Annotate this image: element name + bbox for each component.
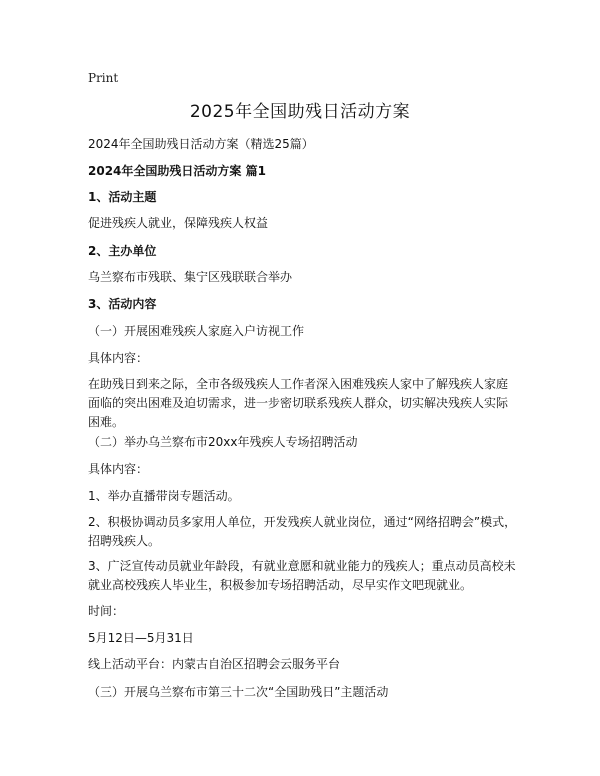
subtitle: 2024年全国助残日活动方案（精选25篇） bbox=[88, 137, 314, 151]
time-value: 5月12日—5月31日 bbox=[88, 631, 194, 645]
sub-item-three: 3、广泛宣传动员就业年龄段，有就业意愿和就业能力的残疾人；重点动员高校未就业高校残疾人毕业生，积极参加专场招聘活动，尽早实作文吧现就业。 bbox=[88, 559, 516, 592]
print-label[interactable]: Print bbox=[88, 71, 119, 85]
item-three: （三）开展乌兰察布市第三十二次“全国助残日”主题活动 bbox=[88, 685, 389, 699]
item-two: （二）举办乌兰察布市20xx年残疾人专场招聘活动 bbox=[88, 435, 358, 449]
sub-item-one: 1、举办直播带岗专题活动。 bbox=[88, 489, 240, 503]
time-label: 时间： bbox=[88, 604, 125, 618]
document-title: 2025年全国助残日活动方案 bbox=[189, 102, 411, 122]
sub-item-two: 2、积极协调动员多家用人单位，开发残疾人就业岗位，通过“网络招聘会”模式，招聘残疾人。 bbox=[88, 515, 517, 548]
heading-content: 3、活动内容 bbox=[88, 297, 157, 311]
item-one: （一）开展困难残疾人家庭入户访视工作 bbox=[88, 324, 305, 338]
heading-organizer: 2、主办单位 bbox=[88, 244, 157, 258]
paragraph-visits: 在助残日到来之际，全市各级残疾人工作者深入困难残疾人家中了解残疾人家庭面临的突出困难及迫切需求，进一步密切联系残疾人群众，切实解决残疾人实际困难。 bbox=[88, 377, 509, 429]
detail-label-two: 具体内容： bbox=[88, 462, 149, 476]
section-title: 2024年全国助残日活动方案 篇1 bbox=[88, 164, 266, 178]
paragraph-organizer: 乌兰察布市残联、集宁区残联联合举办 bbox=[88, 270, 293, 284]
platform-line: 线上活动平台：内蒙古自治区招聘会云服务平台 bbox=[88, 657, 341, 671]
heading-theme: 1、活动主题 bbox=[88, 190, 157, 204]
paragraph-theme: 促进残疾人就业，保障残疾人权益 bbox=[88, 216, 269, 230]
detail-label-one: 具体内容： bbox=[88, 351, 149, 365]
